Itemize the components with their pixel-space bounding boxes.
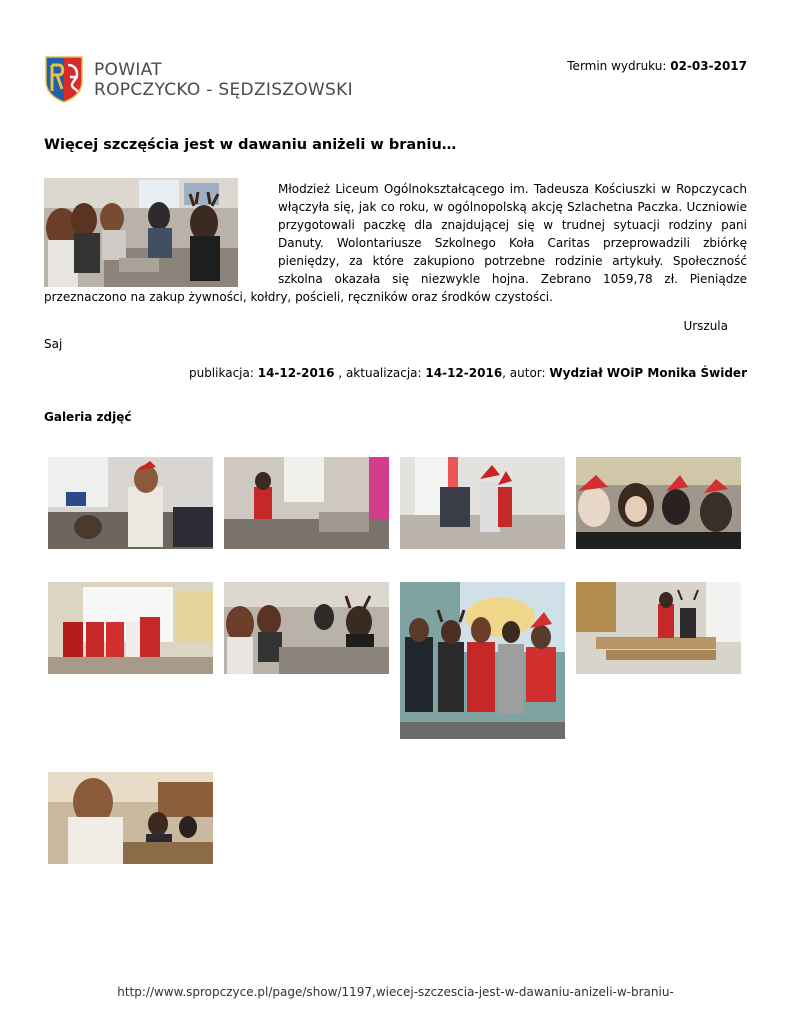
gallery-photo-8[interactable]	[576, 582, 741, 674]
photo-classroom-volunteers	[224, 457, 389, 549]
photo-girl-presenting	[48, 772, 213, 864]
gallery-photo-1[interactable]	[48, 457, 213, 549]
gallery-photo-9[interactable]	[48, 772, 213, 864]
photo-group-selfie	[576, 457, 741, 549]
article-title: Więcej szczęścia jest w dawaniu aniżeli w braniu…	[44, 137, 457, 153]
photo-classroom-santa-hats	[400, 457, 565, 549]
print-date-value: 02-03-2017	[670, 59, 747, 73]
photo-spacer	[44, 180, 278, 288]
published-date: 14-12-2016	[257, 366, 335, 380]
photo-girls-reindeer-antlers	[400, 582, 565, 739]
gallery-photo-5[interactable]	[48, 582, 213, 674]
author-label: , autor:	[502, 366, 546, 380]
footer-page-url[interactable]: http://www.spropczyce.pl/page/show/1197,wiecej-szczescia-jest-w-dawaniu-anizeli-w-braniu-	[117, 985, 674, 999]
coat-of-arms-icon	[44, 55, 84, 103]
updated-label: , aktualizacja:	[338, 366, 422, 380]
photo-classroom-computers	[48, 457, 213, 549]
author-name: Wydział WOiP Monika Świder	[549, 366, 747, 380]
logo-text-line2: ROPCZYCKO - SĘDZISZOWSKI	[94, 80, 353, 100]
updated-date: 14-12-2016	[425, 366, 503, 380]
published-label: publikacja:	[188, 366, 254, 380]
article-body	[44, 180, 747, 306]
gallery-photo-2[interactable]	[224, 457, 389, 549]
photo-classroom-desks	[576, 582, 741, 674]
photo-students-at-table	[224, 582, 389, 674]
photo-girls-santa-hats	[48, 582, 213, 674]
signature-last-name: Saj	[44, 337, 63, 351]
gallery-photo-4[interactable]	[576, 457, 741, 549]
logo-text-line1: POWIAT	[94, 60, 162, 80]
print-date	[567, 59, 747, 73]
gallery-heading: Galeria zdjęć	[44, 410, 132, 424]
print-date-label: Termin wydruku:	[567, 59, 667, 73]
county-logo[interactable]	[44, 55, 353, 105]
article-body-text: Młodzież Liceum Ogólnokształcącego im. Tadeusza Kościuszki w Ropczycach włączyła się, jak co roku, w ogólnopolską akcję Szlachetna Paczka. Uczniowie przygotowali paczkę dla znajdującej się w trudnej sytuacji rodziny pani Danuty. Wolontariusze Szkolnego Koła Caritas przeprowadzili zbiórkę pieniędzy, za które zakupiono potrzebne rodzinie artykuły. Społeczność szkolna okazała się niezwykle hojna. Zebrano 1059,78 zł. Pieniądze przeznaczono na zakup żywności, kołdry, pościeli, ręczników oraz środków czystości.	[44, 182, 747, 304]
publication-info	[189, 366, 747, 380]
gallery-photo-7[interactable]	[400, 582, 565, 739]
gallery-photo-3[interactable]	[400, 457, 565, 549]
signature-first-name: Urszula	[683, 319, 728, 333]
gallery-photo-6[interactable]	[224, 582, 389, 674]
